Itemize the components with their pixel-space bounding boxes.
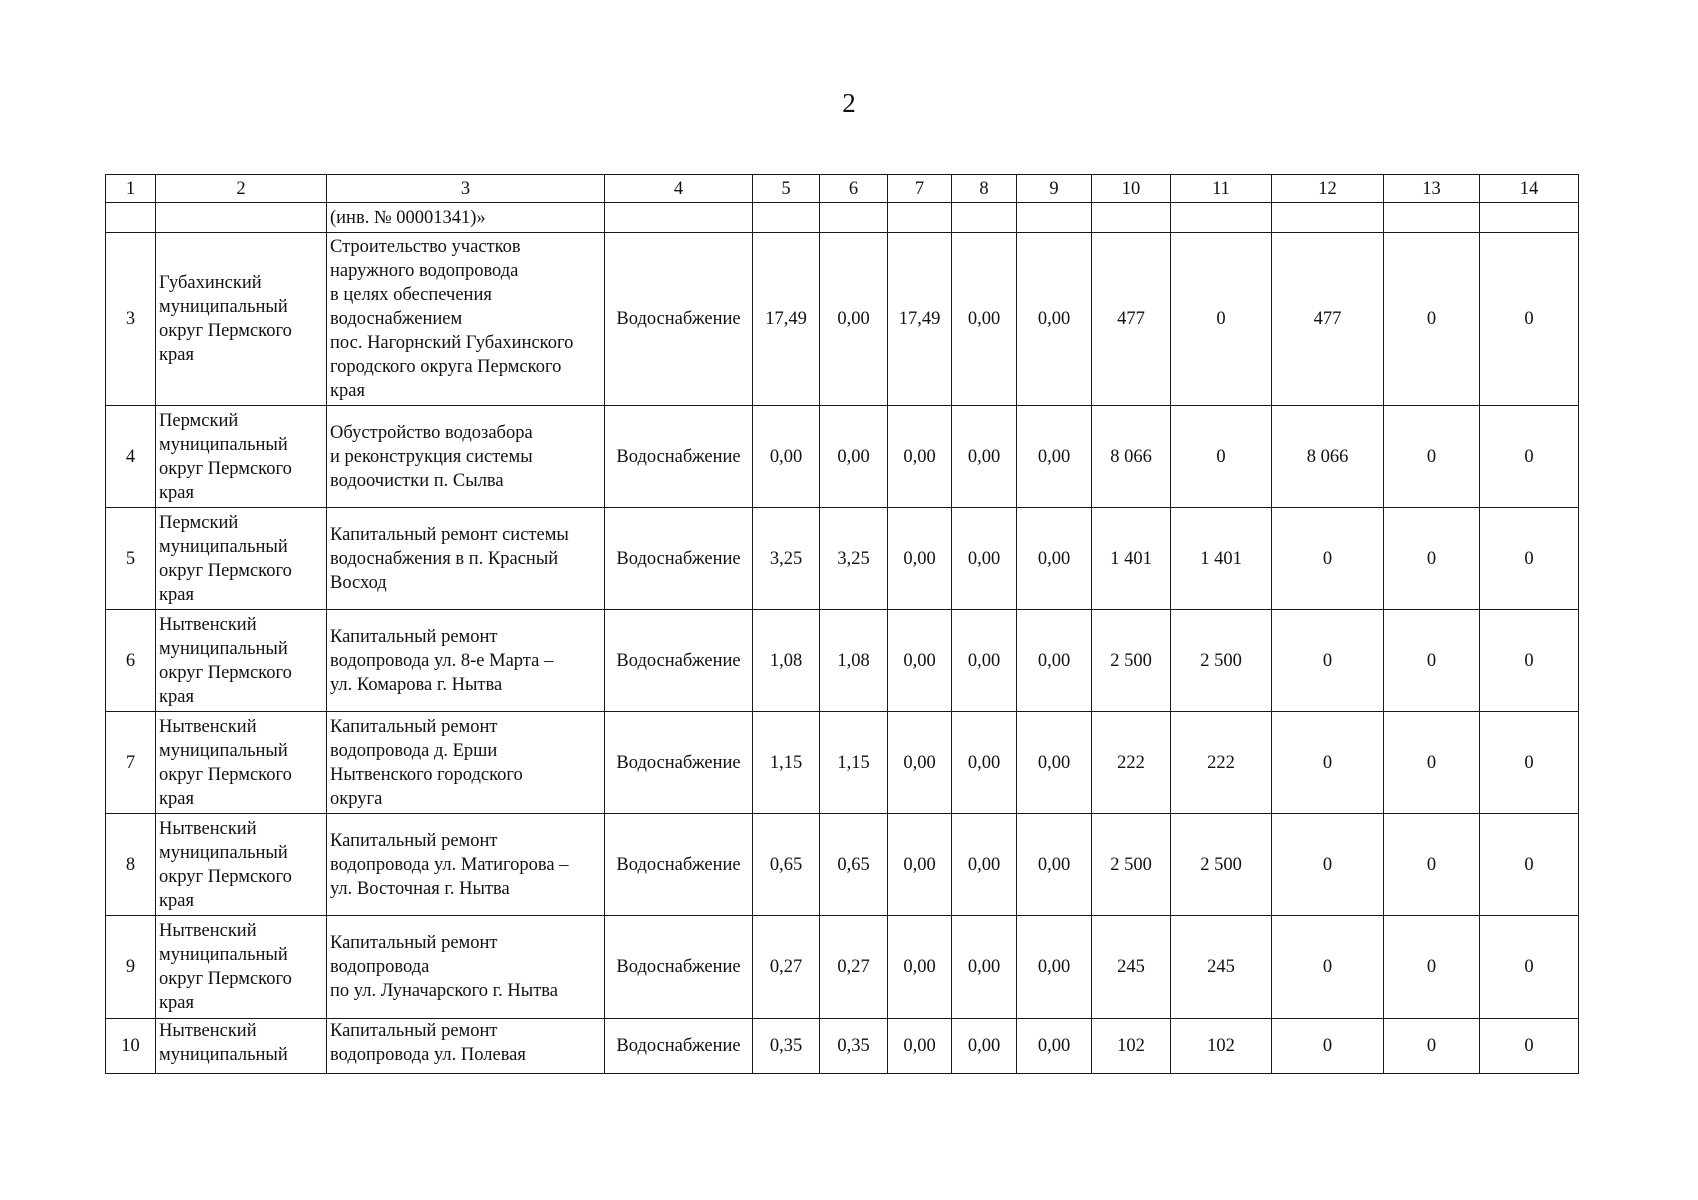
value-cell: 477 <box>1092 233 1171 406</box>
municipality-cell: Нытвенский муниципальный округ Пермского края <box>156 712 327 814</box>
municipality-cell: Нытвенский муниципальный округ Пермского края <box>156 610 327 712</box>
table-cell <box>1272 203 1384 233</box>
value-cell: 2 500 <box>1171 610 1272 712</box>
data-table <box>105 174 1579 1074</box>
value-cell: 0 <box>1384 916 1480 1019</box>
value-cell: 0 <box>1384 406 1480 508</box>
value-cell: 102 <box>1092 1019 1171 1074</box>
municipality-cell: Нытвенский муниципальный <box>156 1019 327 1074</box>
value-cell: 8 066 <box>1092 406 1171 508</box>
column-number-row <box>106 175 1579 203</box>
value-cell: 0 <box>1480 233 1579 406</box>
object-cell: Капитальный ремонт водопровода ул. Матигорова – ул. Восточная г. Нытва <box>327 814 605 916</box>
value-cell: 0 <box>1384 233 1480 406</box>
type-cell: Водоснабжение <box>605 233 753 406</box>
municipality-cell: Пермский муниципальный округ Пермского края <box>156 508 327 610</box>
value-cell: 0 <box>1171 233 1272 406</box>
table-row <box>106 1019 1579 1074</box>
type-cell: Водоснабжение <box>605 610 753 712</box>
value-cell: 0,00 <box>1017 406 1092 508</box>
value-cell: 0 <box>1384 610 1480 712</box>
row-number: 7 <box>106 712 156 814</box>
object-cell: Капитальный ремонт водопровода по ул. Луначарского г. Нытва <box>327 916 605 1019</box>
column-number: 7 <box>888 175 952 203</box>
value-cell: 1,08 <box>753 610 820 712</box>
value-cell: 0,35 <box>820 1019 888 1074</box>
value-cell: 0 <box>1480 814 1579 916</box>
value-cell: 0 <box>1384 712 1480 814</box>
value-cell: 2 500 <box>1092 610 1171 712</box>
table-cell <box>1384 203 1480 233</box>
value-cell: 0,00 <box>1017 1019 1092 1074</box>
table-cell <box>605 203 753 233</box>
table-row <box>106 233 1579 406</box>
continuation-text: (инв. № 00001341)» <box>327 203 605 233</box>
column-number: 11 <box>1171 175 1272 203</box>
type-cell: Водоснабжение <box>605 508 753 610</box>
column-number: 10 <box>1092 175 1171 203</box>
continuation-row <box>106 203 1579 233</box>
column-number: 6 <box>820 175 888 203</box>
value-cell: 0,00 <box>888 712 952 814</box>
value-cell: 0 <box>1384 814 1480 916</box>
value-cell: 8 066 <box>1272 406 1384 508</box>
value-cell: 0,00 <box>952 814 1017 916</box>
value-cell: 0,00 <box>1017 712 1092 814</box>
value-cell: 0 <box>1272 916 1384 1019</box>
table-row <box>106 610 1579 712</box>
object-cell: Капитальный ремонт системы водоснабжения в п. Красный Восход <box>327 508 605 610</box>
value-cell: 0,00 <box>888 406 952 508</box>
value-cell: 1,08 <box>820 610 888 712</box>
value-cell: 0,00 <box>1017 916 1092 1019</box>
type-cell: Водоснабжение <box>605 814 753 916</box>
row-number: 6 <box>106 610 156 712</box>
column-number: 5 <box>753 175 820 203</box>
table-cell <box>1480 203 1579 233</box>
value-cell: 0,00 <box>952 610 1017 712</box>
column-number: 8 <box>952 175 1017 203</box>
column-number: 4 <box>605 175 753 203</box>
table-row <box>106 508 1579 610</box>
value-cell: 0 <box>1480 508 1579 610</box>
value-cell: 0,00 <box>952 712 1017 814</box>
value-cell: 0,00 <box>952 508 1017 610</box>
value-cell: 0,00 <box>888 1019 952 1074</box>
table-cell <box>888 203 952 233</box>
table-cell <box>156 203 327 233</box>
page-number: 2 <box>842 88 856 118</box>
value-cell: 0,00 <box>753 406 820 508</box>
row-number: 9 <box>106 916 156 1019</box>
column-number: 14 <box>1480 175 1579 203</box>
value-cell: 17,49 <box>753 233 820 406</box>
value-cell: 0,00 <box>888 916 952 1019</box>
row-number: 4 <box>106 406 156 508</box>
table-cell <box>952 203 1017 233</box>
value-cell: 0,00 <box>952 406 1017 508</box>
value-cell: 0 <box>1171 406 1272 508</box>
type-cell: Водоснабжение <box>605 1019 753 1074</box>
value-cell: 0 <box>1272 1019 1384 1074</box>
value-cell: 0,00 <box>952 916 1017 1019</box>
table-row <box>106 406 1579 508</box>
value-cell: 477 <box>1272 233 1384 406</box>
municipality-cell: Нытвенский муниципальный округ Пермского края <box>156 814 327 916</box>
table-row <box>106 814 1579 916</box>
table-cell <box>1171 203 1272 233</box>
table-cell <box>1092 203 1171 233</box>
value-cell: 3,25 <box>753 508 820 610</box>
type-cell: Водоснабжение <box>605 406 753 508</box>
table-row <box>106 712 1579 814</box>
value-cell: 0,00 <box>888 610 952 712</box>
value-cell: 17,49 <box>888 233 952 406</box>
value-cell: 1 401 <box>1092 508 1171 610</box>
object-cell: Капитальный ремонт водопровода д. Ерши Нытвенского городского округа <box>327 712 605 814</box>
value-cell: 2 500 <box>1171 814 1272 916</box>
type-cell: Водоснабжение <box>605 712 753 814</box>
value-cell: 0,27 <box>753 916 820 1019</box>
value-cell: 3,25 <box>820 508 888 610</box>
value-cell: 0 <box>1272 508 1384 610</box>
value-cell: 0,00 <box>888 508 952 610</box>
value-cell: 0,65 <box>820 814 888 916</box>
value-cell: 0,00 <box>952 233 1017 406</box>
value-cell: 0,00 <box>820 406 888 508</box>
column-number: 12 <box>1272 175 1384 203</box>
value-cell: 0 <box>1480 712 1579 814</box>
value-cell: 0,35 <box>753 1019 820 1074</box>
column-number: 1 <box>106 175 156 203</box>
municipality-cell: Нытвенский муниципальный округ Пермского края <box>156 916 327 1019</box>
value-cell: 222 <box>1171 712 1272 814</box>
value-cell: 0 <box>1384 508 1480 610</box>
value-cell: 0,00 <box>1017 814 1092 916</box>
object-cell: Строительство участков наружного водопровода в целях обеспечения водоснабжением пос. Нагорнский Губахинского городского округа Пермского края <box>327 233 605 406</box>
table-cell <box>753 203 820 233</box>
value-cell: 0 <box>1272 610 1384 712</box>
object-cell: Капитальный ремонт водопровода ул. Полевая <box>327 1019 605 1074</box>
row-number: 8 <box>106 814 156 916</box>
value-cell: 0,00 <box>888 814 952 916</box>
municipality-cell: Губахинский муниципальный округ Пермского края <box>156 233 327 406</box>
value-cell: 0 <box>1480 610 1579 712</box>
value-cell: 245 <box>1092 916 1171 1019</box>
value-cell: 245 <box>1171 916 1272 1019</box>
object-cell: Обустройство водозабора и реконструкция системы водоочистки п. Сылва <box>327 406 605 508</box>
table-cell <box>820 203 888 233</box>
value-cell: 0,00 <box>1017 610 1092 712</box>
value-cell: 0 <box>1480 1019 1579 1074</box>
value-cell: 1,15 <box>753 712 820 814</box>
type-cell: Водоснабжение <box>605 916 753 1019</box>
value-cell: 0,27 <box>820 916 888 1019</box>
value-cell: 1 401 <box>1171 508 1272 610</box>
value-cell: 0,00 <box>820 233 888 406</box>
value-cell: 102 <box>1171 1019 1272 1074</box>
value-cell: 0 <box>1480 916 1579 1019</box>
row-number: 10 <box>106 1019 156 1074</box>
row-number: 3 <box>106 233 156 406</box>
value-cell: 0,00 <box>1017 233 1092 406</box>
table-row <box>106 916 1579 1019</box>
table-cell <box>106 203 156 233</box>
row-number: 5 <box>106 508 156 610</box>
column-number: 3 <box>327 175 605 203</box>
column-number: 2 <box>156 175 327 203</box>
value-cell: 0 <box>1272 712 1384 814</box>
value-cell: 2 500 <box>1092 814 1171 916</box>
value-cell: 0 <box>1272 814 1384 916</box>
value-cell: 1,15 <box>820 712 888 814</box>
value-cell: 0,00 <box>952 1019 1017 1074</box>
table-cell <box>1017 203 1092 233</box>
column-number: 9 <box>1017 175 1092 203</box>
column-number: 13 <box>1384 175 1480 203</box>
value-cell: 222 <box>1092 712 1171 814</box>
municipality-cell: Пермский муниципальный округ Пермского края <box>156 406 327 508</box>
value-cell: 0,65 <box>753 814 820 916</box>
object-cell: Капитальный ремонт водопровода ул. 8-е Марта – ул. Комарова г. Нытва <box>327 610 605 712</box>
value-cell: 0 <box>1480 406 1579 508</box>
value-cell: 0,00 <box>1017 508 1092 610</box>
value-cell: 0 <box>1384 1019 1480 1074</box>
